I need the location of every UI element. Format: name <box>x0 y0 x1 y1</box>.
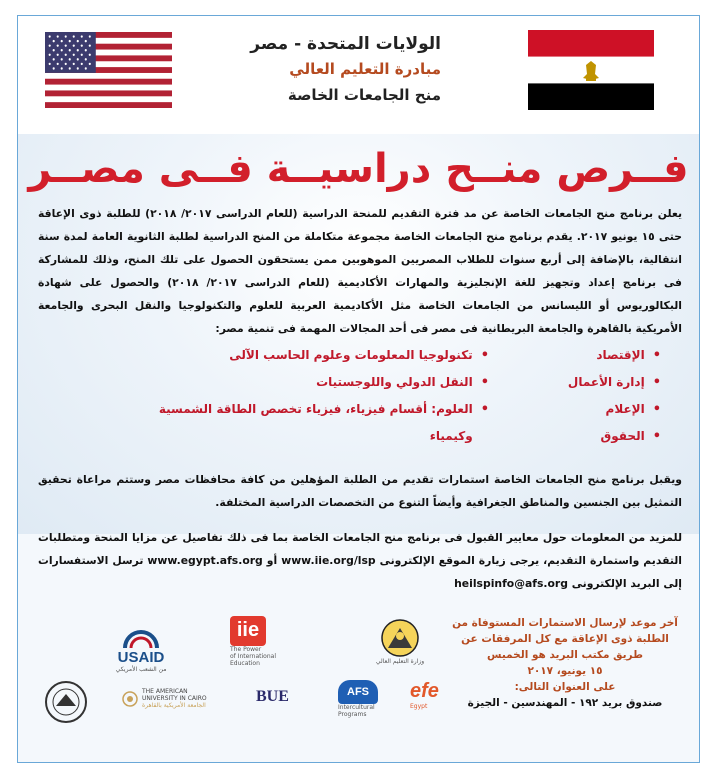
deadline-box <box>445 615 685 711</box>
list-item: •النقل الدولي واللوجستيات <box>316 375 489 390</box>
intro-paragraph: يعلن برنامج منح الجامعات الخاصة عن مد فترة التقديم للمنحة الدراسية (للعام الدراسى ٢٠١٧/ ٢٠١٨) للطلبة ذوى الإعاقة حتى ١٥ يونيو ٢٠١٧. يقدم برنامج منح الجامعات الخاصة مجموعة متكاملة من المنح الدراسية لطلبة الثانوية العامة لمدة سنة انتقالية، بالإضافة إلى أربع سنوات للطلاب المصريين الموهوبين ممن يستحقون الحصول على تلك المنح، وذلك للمشاركة فى برنامج إعداد وتجهيز للغة الإنجليزية والمهارات الأكاديمية (للعام الدراسى ٢٠١٧/ ٢٠١٨) والحصول على شهادة البكالوريوس أو الليسانس من الجامعات الخاصة مثل الأكاديمية العربية للعلوم والتكنولوجيا والنقل البحرى والجامعة الأمريكية بالقاهرة والجامعة البريطانية فى مصر فى أحد المجالات المهمة فى تنمية مصر: <box>38 207 683 335</box>
deadline-line: الطلبة ذوى الإعاقة مع كل المرفقات عن <box>461 633 669 645</box>
usaid-text: USAID <box>117 649 165 666</box>
efe-subtext: Egypt <box>410 703 428 710</box>
usaid-seal-icon <box>121 620 161 650</box>
iie-mark: iie <box>230 616 266 646</box>
deadline-line: على العنوان التالى: <box>514 681 616 693</box>
page-title: فــرص منــح دراسيــة فــى مصــر <box>28 146 689 192</box>
list-item: •الإعلام <box>605 402 661 417</box>
list-item: •العلوم: أقسام فيزياء، فيزياء تخصص الطاقة الشمسية <box>158 402 489 417</box>
auc-text: الجامعة الأمريكية بالقاهرة <box>142 702 206 709</box>
header-line-3: منح الجامعات الخاصة <box>287 86 441 104</box>
deadline-address: صندوق بريد ١٩٢ - المهندسين - الجيزة <box>467 697 663 709</box>
iie-subtext: The Power <box>230 646 262 653</box>
afs-mark: AFS <box>338 680 378 704</box>
fields-list-right <box>541 348 661 456</box>
header-line-2: مبادرة التعليم العالي <box>289 60 441 78</box>
poster-frame <box>17 15 700 763</box>
deadline-line: آخر موعد لإرسال الاستمارات المستوفاة من <box>452 617 678 629</box>
ministry-seal-icon <box>380 618 420 658</box>
auc-text: UNIVERSITY IN CAIRO <box>142 695 207 702</box>
deadline-line: طريق مكتب البريد هو الخميس <box>487 649 643 661</box>
usaid-subtext: من الشعب الأمريكي <box>115 666 167 673</box>
ministry-text: وزارة التعليم العالي <box>375 658 425 665</box>
ministry-logo <box>374 618 426 680</box>
header-line-1: الولايات المتحدة - مصر <box>250 34 441 54</box>
list-item: •الحقوق <box>600 429 661 444</box>
efe-text: efe <box>410 680 439 702</box>
list-item: وكيمياء <box>429 429 473 443</box>
bue-text: BUE <box>256 688 289 705</box>
selection-paragraph: ويقبل برنامج منح الجامعات الخاصة استمارات تقديم من الطلبة المؤهلين من كافة محافظات مصر وستتم مراعاة تحقيق التمثيل بين الجنسين والمناطق الجغرافية وأيضاً التنوع من التخصصات الدراسية المختلفة. <box>38 473 682 509</box>
university-seal-icon <box>44 680 88 724</box>
afs-subtext: Intercultural Programs <box>338 704 375 718</box>
egypt-flag-icon <box>528 30 654 110</box>
university-seal-logo <box>44 680 104 728</box>
info-paragraph: للمزيد من المعلومات حول معايير القبول فى برنامج منح الجامعات الخاصة بما فى ذلك تفاصيل عن مزايا المنحة ومتطلبات التقديم واستمارة التقديم، يرجى زيارة الموقع الإلكترونى www.iie.org/lsp أو www.egypt.afs.org ترسل الاستفسارات إلى البريد الإلكترونى heilspinfo@afs.org <box>38 531 682 590</box>
bue-logo <box>256 688 318 718</box>
iie-logo <box>230 616 298 680</box>
list-item: •تكنولوجيا المعلومات وعلوم الحاسب الآلى <box>229 348 489 363</box>
afs-logo <box>338 680 394 724</box>
efe-logo <box>410 680 454 726</box>
iie-subtext: of International <box>230 653 276 660</box>
auc-emblem-icon <box>122 691 138 707</box>
list-item: •إدارة الأعمال <box>567 375 661 390</box>
auc-text: THE AMERICAN <box>142 688 188 695</box>
deadline-date: ١٥ يونيو، ٢٠١٧ <box>527 665 603 677</box>
list-item: •الإقتصاد <box>596 348 661 363</box>
fields-list-left <box>158 348 489 456</box>
usaid-logo <box>106 620 176 676</box>
auc-logo <box>122 688 242 718</box>
iie-subtext: Education <box>230 660 260 667</box>
